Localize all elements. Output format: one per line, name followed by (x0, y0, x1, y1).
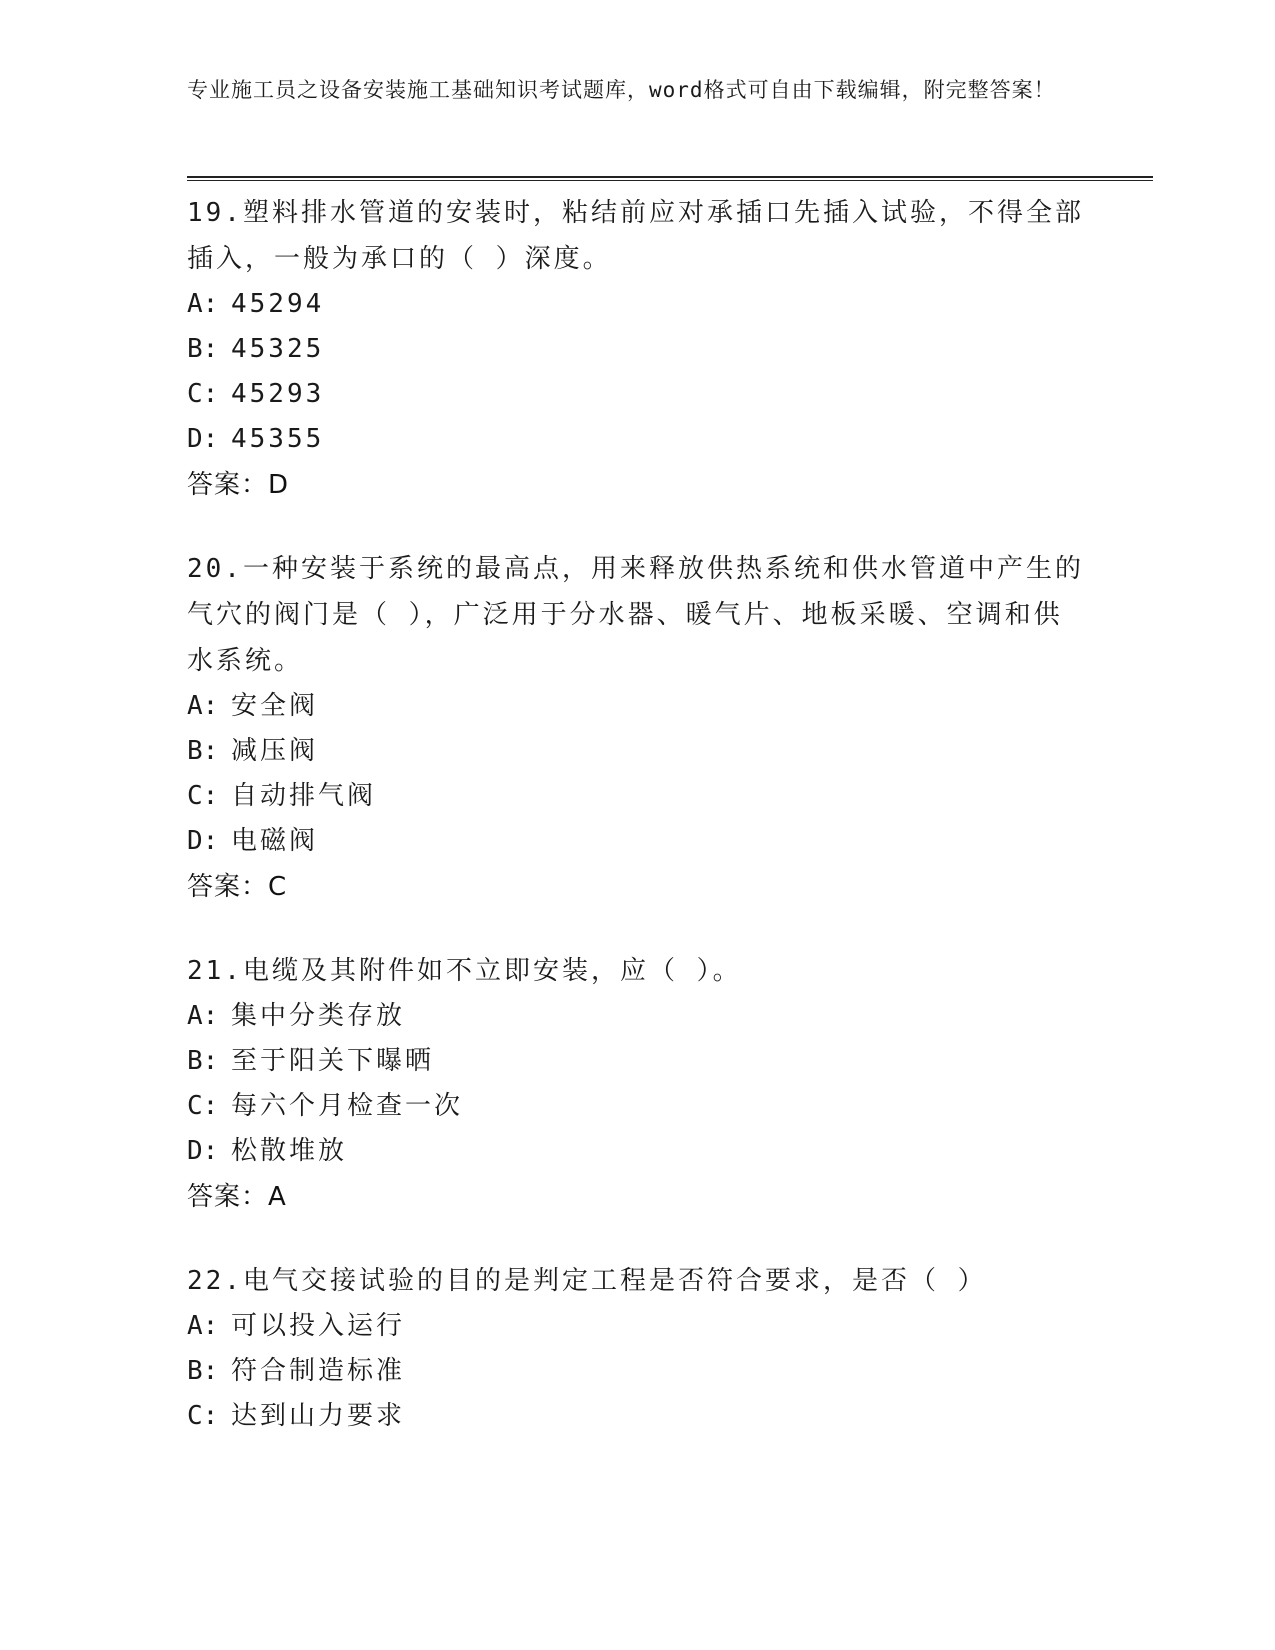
option-text: 45293 (231, 379, 325, 409)
option-text: 至于阳关下曝晒 (231, 1046, 435, 1076)
option-letter: C: (187, 379, 219, 409)
option-d (187, 1129, 1087, 1174)
option-text: 电磁阀 (231, 826, 319, 856)
option-letter: C: (187, 1401, 219, 1431)
option-a (187, 684, 1087, 729)
option-c (187, 372, 1087, 417)
option-text: 自动排气阀 (231, 781, 377, 811)
option-letter: D: (187, 1136, 219, 1166)
question-22 (187, 1258, 1087, 1439)
option-text: 符合制造标准 (231, 1356, 406, 1386)
option-b (187, 327, 1087, 372)
option-d (187, 819, 1087, 864)
question-list (187, 190, 1087, 1477)
option-letter: A: (187, 1001, 219, 1031)
option-letter: D: (187, 826, 219, 856)
option-letter: B: (187, 736, 219, 766)
option-letter: A: (187, 691, 219, 721)
question-20 (187, 546, 1087, 910)
option-text: 达到山力要求 (231, 1401, 406, 1431)
option-d (187, 417, 1087, 462)
option-c (187, 1084, 1087, 1129)
option-a (187, 1304, 1087, 1349)
option-letter: D: (187, 424, 219, 454)
question-text: 19.塑料排水管道的安装时，粘结前应对承插口先插入试验，不得全部插入，一般为承口的（ ）深度。 (187, 198, 1084, 274)
question-text: 22.电气交接试验的目的是判定工程是否符合要求，是否（ ） (187, 1266, 987, 1296)
header-divider (187, 176, 1153, 181)
option-text: 每六个月检查一次 (231, 1091, 464, 1121)
option-letter: A: (187, 289, 219, 319)
option-text: 减压阀 (231, 736, 319, 766)
option-c (187, 774, 1087, 819)
answer-line: 答案：C (187, 872, 288, 902)
option-letter: B: (187, 1356, 219, 1386)
question-text: 21.电缆及其附件如不立即安装，应（ ）。 (187, 956, 742, 986)
option-letter: B: (187, 1046, 219, 1076)
option-text: 45325 (231, 334, 325, 364)
option-text: 可以投入运行 (231, 1311, 406, 1341)
option-b (187, 1349, 1087, 1394)
answer-line: 答案：D (187, 470, 290, 500)
option-letter: B: (187, 334, 219, 364)
option-text: 安全阀 (231, 691, 319, 721)
question-19 (187, 190, 1087, 508)
option-text: 45355 (231, 424, 325, 454)
option-text: 集中分类存放 (231, 1001, 406, 1031)
option-letter: C: (187, 1091, 219, 1121)
option-b (187, 729, 1087, 774)
option-b (187, 1039, 1087, 1084)
option-letter: A: (187, 1311, 219, 1341)
option-text: 松散堆放 (231, 1136, 348, 1166)
option-text: 45294 (231, 289, 325, 319)
option-a (187, 994, 1087, 1039)
option-a (187, 282, 1087, 327)
question-21 (187, 948, 1087, 1220)
option-letter: C: (187, 781, 219, 811)
option-c (187, 1394, 1087, 1439)
answer-line: 答案：A (187, 1182, 287, 1212)
document-header: 专业施工员之设备安装施工基础知识考试题库，word格式可自由下载编辑，附完整答案！ (187, 78, 1056, 102)
question-text: 20.一种安装于系统的最高点，用来释放供热系统和供水管道中产生的气穴的阀门是（ ），广泛用于分水器、暖气片、地板采暖、空调和供水系统。 (187, 554, 1084, 676)
